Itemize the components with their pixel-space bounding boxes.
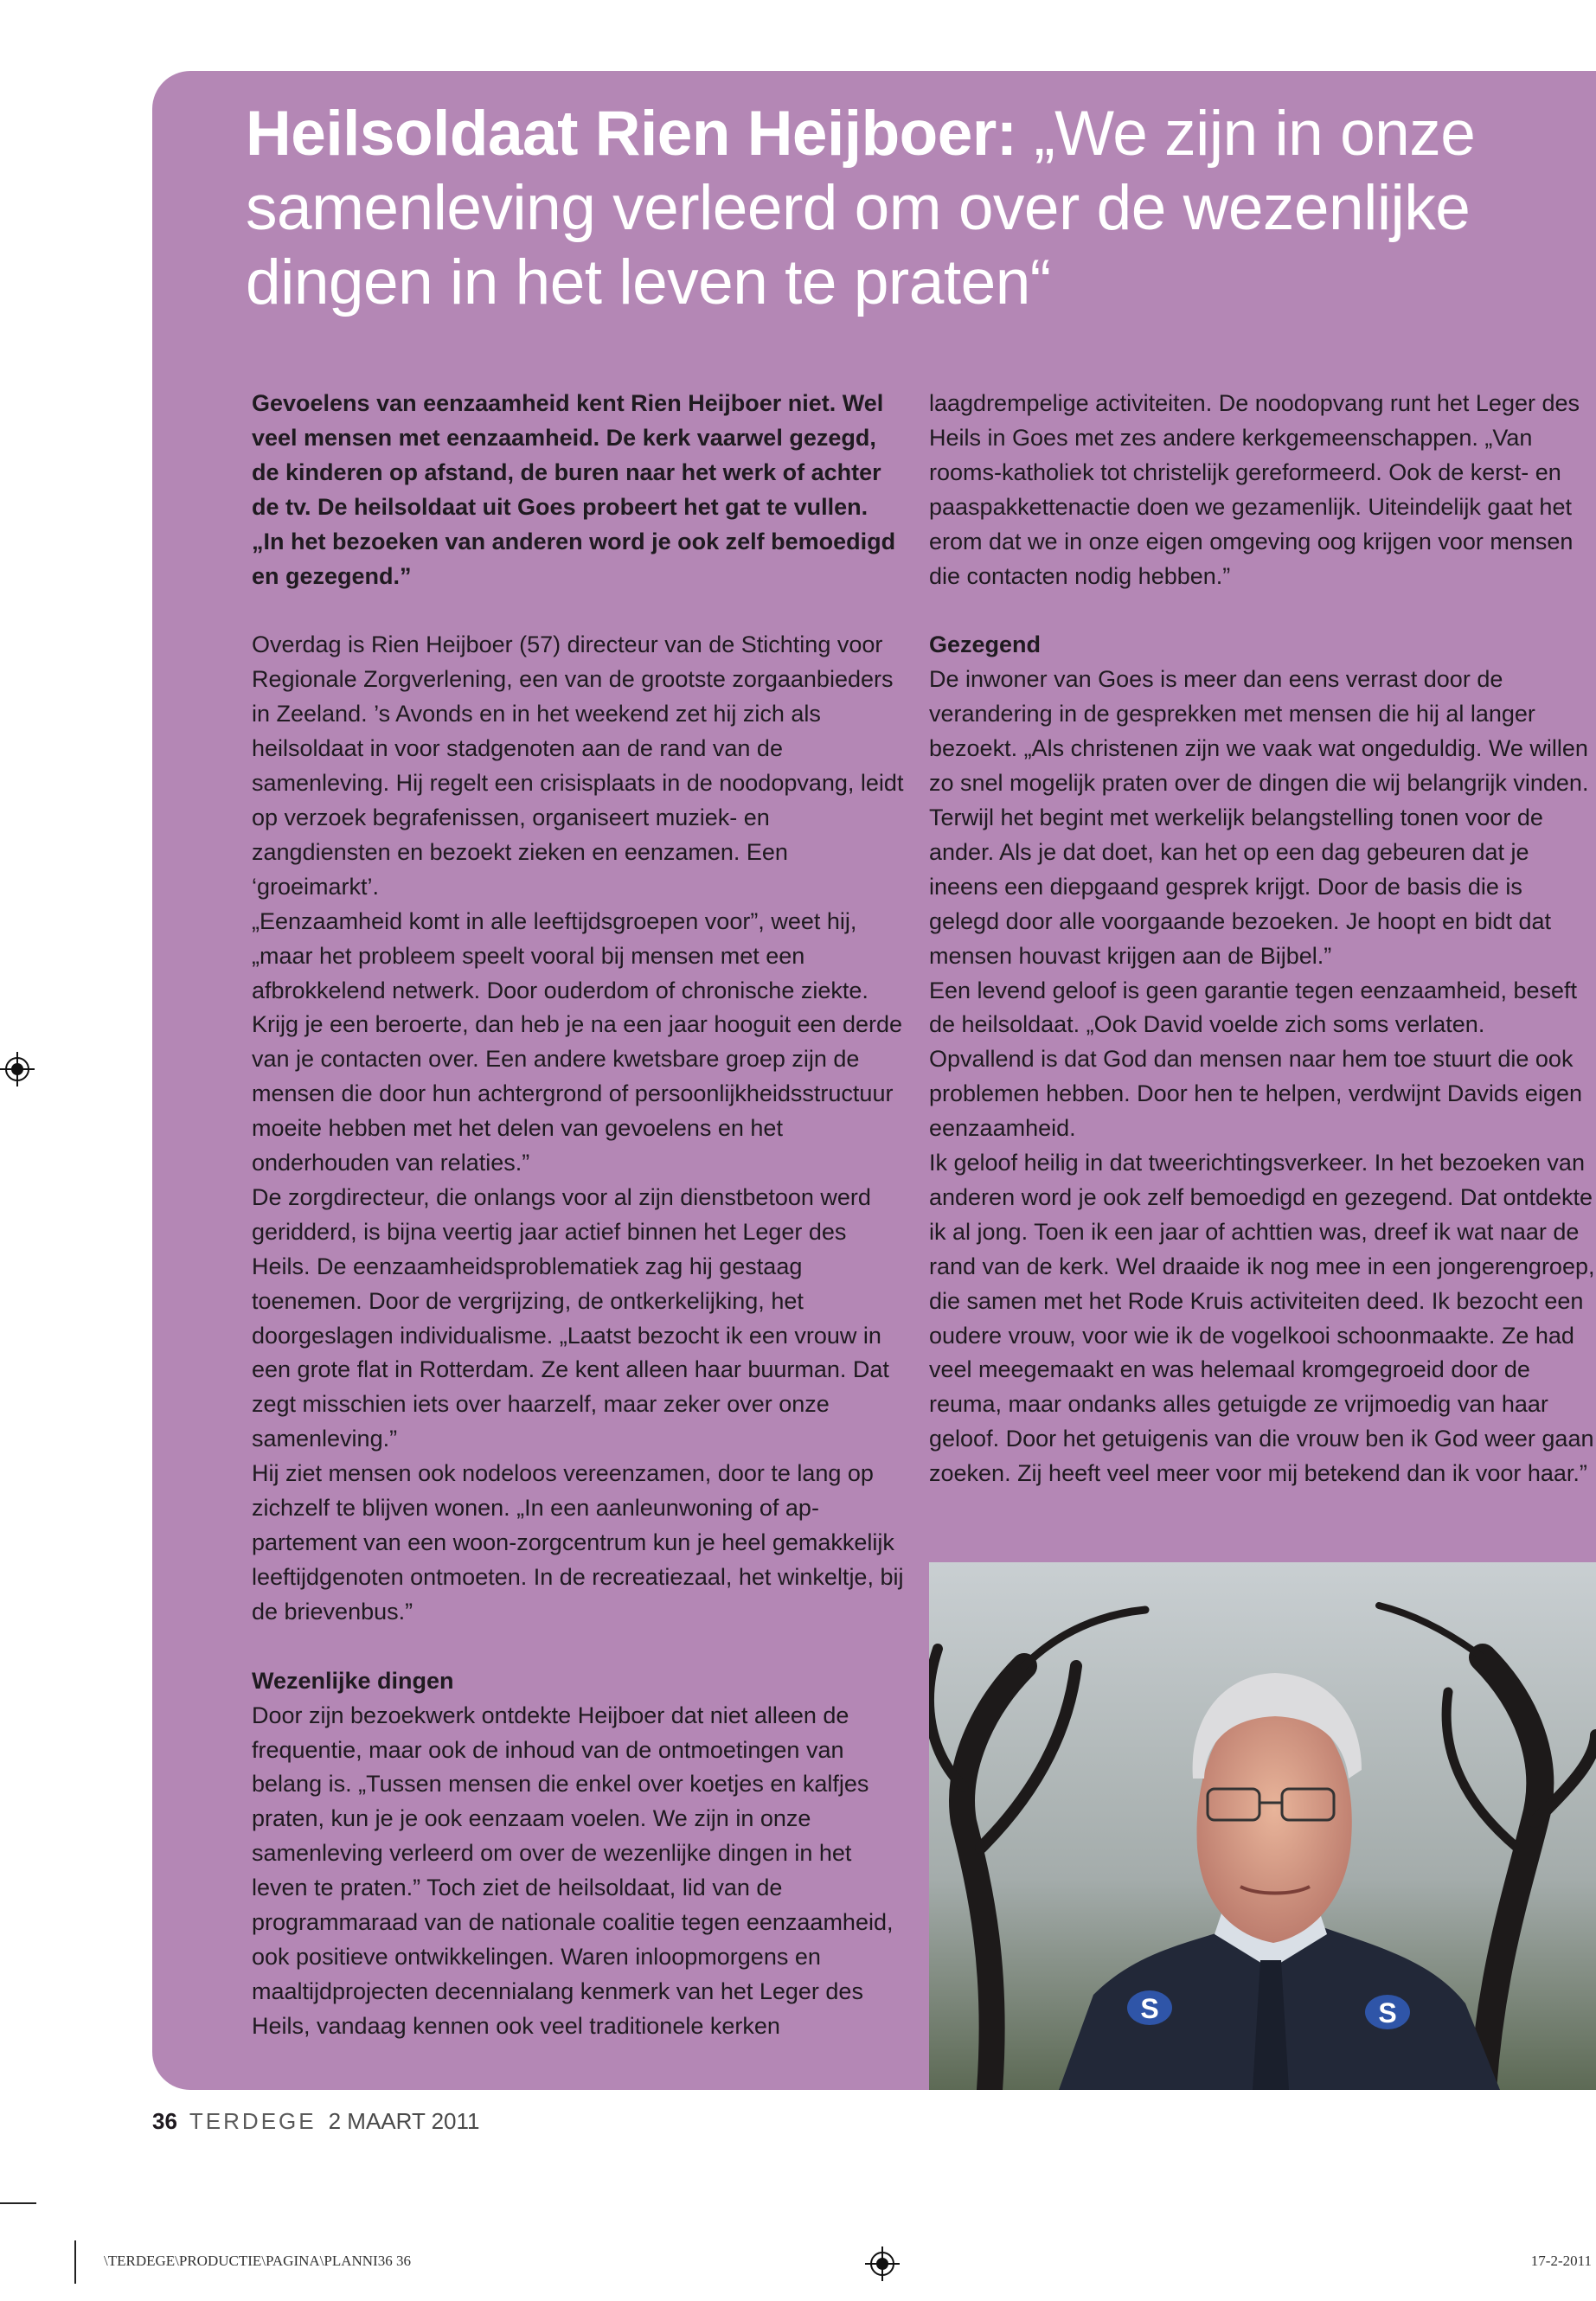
headline-quote: „We zijn in onze samenleving verleerd om over de wezenlijke dingen in het leven te praten“ xyxy=(246,99,1476,317)
body-paragraph: De zorgdirecteur, die onlangs voor al zijn dienstbetoon werd geridderd, is bijna veertig jaar actief binnen het Leger des Heils. De eenzaamheidsproblematiek zag hij gestaag toenemen. Door de vergrijzing, de ontkerkelijking, het doorgeslagen individualisme. „Laatst bezocht ik een vrouw in een grote flat in Rotterdam. Ze kent alleen haar buurman. Dat zegt misschien iets over haarzelf, maar zeker over onze samenleving.” xyxy=(252,1183,889,1452)
svg-text:S: S xyxy=(1378,1997,1397,2029)
page-number: 36 xyxy=(152,2108,177,2134)
registration-mark-icon xyxy=(865,2247,900,2281)
left-column xyxy=(252,387,904,2044)
body-paragraph: De inwoner van Goes is meer dan eens verrast door de verandering in de gesprekken met mensen die hij al langer bezoekt. „Als christenen zijn we vaak wat ongeduldig. We willen zo snel mogelijk praten over de dingen die wij belangrijk vinden. Terwijl het begint met werkelijk belangstelling tonen voor de ander. Als je dat doet, kan het op een dag gebeuren dat je ineens een diepgaand gesprek krijgt. Door de basis die is gelegd door alle voorgaande bezoeken. Je hoopt en bidt dat mensen houvast krijgen aan de Bijbel.” xyxy=(929,666,1589,969)
body-paragraph: laagdrempelige activiteiten. De noodopvang runt het Leger des Heils in Goes met zes andere kerkgemeenschappen. „Van rooms-katholiek tot christelijk gereformeerd. Ook de kerst- en paaspakkettenactie doen we gezamenlijk. Uiteindelijk gaat het erom dat we in onze eigen omgeving oog krijgen voor mensen die contacten nodig hebben.” xyxy=(929,390,1580,589)
print-slug-date: 17-2-2011 xyxy=(1530,2253,1592,2269)
right-column xyxy=(929,387,1595,1491)
headline xyxy=(246,97,1578,320)
svg-text:S: S xyxy=(1140,1993,1159,2024)
body-paragraph: Door zijn bezoekwerk ontdekte Heijboer dat niet alleen de frequentie, maar ook de inhoud van de ontmoetingen van belang is. „Tussen mensen die enkel over koetjes en kalfjes praten, kun je je ook eenzaam voelen. We zijn in onze samenleving verleerd om over de wezenlijke dingen in het leven te praten.” Toch ziet de heilsoldaat, lid van de programmaraad van de nationale coalitie tegen eenzaamheid, ook positieve ontwikkelingen. Waren inloopmorgens en maaltijdprojecten decennialang kenmerk van het Leger des Heils, vandaag kennen ook veel traditionele kerken xyxy=(252,1702,894,2039)
portrait-photo xyxy=(929,1562,1596,2090)
subheading-wezenlijke-dingen: Wezenlijke dingen xyxy=(252,1667,454,1694)
body-paragraph: Ik geloof heilig in dat tweerichtingsverkeer. In het bezoeken van anderen word je ook zelf bemoedigd en gezegend. Dat ontdekte ik al jong. Toen ik een jaar of achttien was, dreef ik wat naar de rand van de kerk. Wel draaide ik nog mee in een jongerengroep, die samen met het Rode Kruis activiteiten deed. Ik bezocht een oudere vrouw, voor wie ik de vogelkooi schoonmaakte. Ze had veel meegemaakt en was helemaal kromgegroeid door de reuma, maar ondanks alles getuigde ze vrijmoedig van haar geloof. Door het getuigenis van die vrouw ben ik God weer gaan zoeken. Zij heeft veel meer voor mij betekend dan ik voor haar.” xyxy=(929,1150,1595,1487)
page-footer xyxy=(152,2108,480,2135)
intro-paragraph: Gevoelens van eenzaamheid kent Rien Heijboer niet. Wel veel mensen met eenzaamheid. De kerk vaarwel gezegd, de kinderen op afstand, de buren naar het werk of achter de tv. De heilsoldaat uit Goes probeert het gat te vullen. „In het bezoeken van anderen word je ook zelf bemoedigd en gezegend.” xyxy=(252,390,896,589)
crop-mark xyxy=(74,2240,76,2284)
body-paragraph: Hij ziet mensen ook nodeloos vereenzamen, door te lang op zichzelf te blijven wonen. „In een aanleunwoning of appartement van een woon-zorgcentrum kun je heel gemakkelijk leeftijdgenoten ontmoeten. In de recreatiezaal, het winkeltje, bij de brievenbus.” xyxy=(252,1460,904,1625)
crop-mark xyxy=(0,2202,36,2204)
body-paragraph: Overdag is Rien Heijboer (57) directeur van de Stichting voor Regionale Zorgverlening, een van de grootste zorgaanbieders in Zeeland. ’s Avonds en in het weekend zet hij zich als heilsoldaat in voor stadgenoten aan de rand van de samenleving. Hij regelt een crisisplaats in de noodopvang, leidt op verzoek begrafenissen, organiseert muziek- en zangdiensten en bezoekt zieken en eenzamen. Een ‘groeimarkt’. xyxy=(252,631,904,900)
body-paragraph: „Eenzaamheid komt in alle leeftijdsgroepen voor”, weet hij, „maar het probleem speelt vooral bij mensen met een afbrokkelend netwerk. Door ouderdom of chronische ziekte. Krijg je een beroerte, dan heb je na een jaar hooguit een derde van je contacten over. Een andere kwetsbare groep zijn de mensen die door hun achtergrond of persoonlijkheidsstructuur moeite hebben met het delen van gevoelens en het onderhouden van relaties.” xyxy=(252,907,903,1176)
issue-date: 2 MAART 2011 xyxy=(328,2108,480,2134)
subheading-gezegend: Gezegend xyxy=(929,631,1042,658)
registration-mark-icon xyxy=(0,1052,35,1086)
print-slug-path: \TERDEGE\PRODUCTIE\PAGINA\PLANNI36 36 xyxy=(104,2253,411,2269)
body-paragraph: Een levend geloof is geen garantie tegen eenzaamheid, beseft de heilsoldaat. „Ook David voelde zich soms verlaten. Opvallend is dat God dan mensen naar hem toe stuurt die ook problemen hebben. Door hen te helpen, verdwijnt Davids eigen eenzaamheid. xyxy=(929,977,1582,1142)
magazine-name: TERDEGE xyxy=(189,2108,317,2134)
headline-lead: Heilsoldaat Rien Heijboer: xyxy=(246,99,1017,169)
